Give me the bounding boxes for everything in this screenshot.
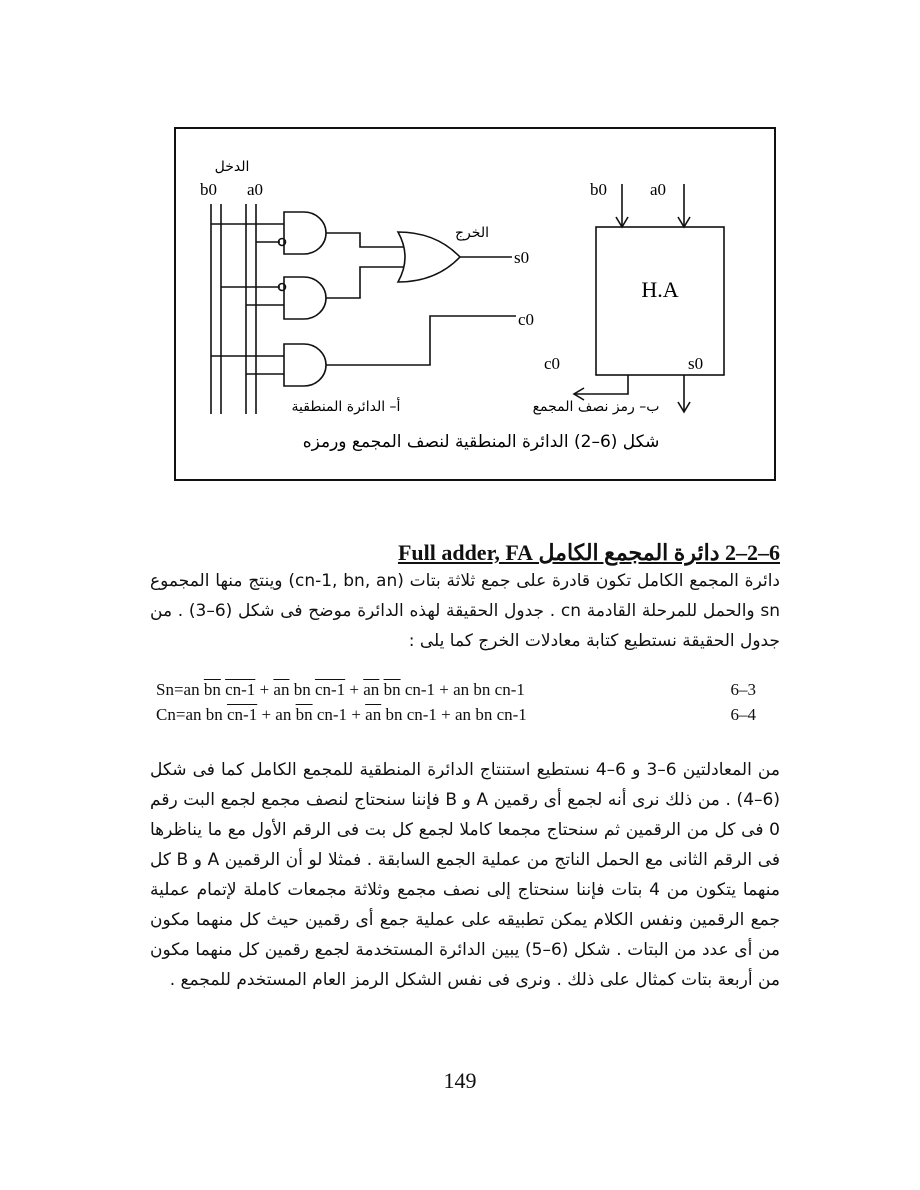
variable-bn: $\overline{bn}$	[383, 680, 401, 699]
s0-label: s0	[514, 248, 530, 267]
ha-b0-label: b0	[590, 180, 607, 199]
equation-carry	[156, 705, 756, 729]
variable-bn: $\overline{bn}$	[295, 705, 313, 724]
ha-c0-label: c0	[544, 354, 561, 373]
variable-cn: cn-1	[404, 680, 436, 699]
variable-an: $\overline{an}$	[363, 680, 380, 699]
variable-bn: bn	[205, 705, 223, 724]
variable-bn: bn	[293, 680, 311, 699]
equation-term	[275, 705, 347, 724]
section-number: 6–2–2	[725, 540, 780, 565]
input-label: الدخل	[214, 159, 250, 175]
equation-term	[455, 705, 527, 724]
ha-block-label: H.A	[641, 277, 679, 302]
equation-term	[453, 680, 525, 699]
page-number: 149	[443, 1068, 477, 1093]
a0-label: a0	[247, 180, 264, 199]
equation-term	[273, 680, 345, 699]
equation-expression: Sn=an $\overline{bn}$ $cn-1 + \overline{an}$ bn $cn-1 + \overline{an}$ $\overline{bn}$ cn-1 + an bn cn-1	[156, 680, 525, 699]
b0-label: b0	[200, 180, 217, 199]
c0-label: c0	[518, 310, 535, 329]
and-gate-2	[284, 277, 326, 319]
variable-an: an	[453, 680, 470, 699]
variable-cn: cn-1	[496, 705, 527, 724]
equation-term	[184, 680, 256, 699]
variable-an: an	[183, 680, 200, 699]
equation-sum	[156, 680, 756, 704]
equation-expression: Cn=an bn cn-1 + an $\overline{bn}$ $cn-1 + \overline{an}$ bn cn-1 + an bn cn-1	[156, 705, 527, 724]
variable-bn: bn	[473, 680, 491, 699]
variable-an: $\overline{an}$	[365, 705, 382, 724]
variable-cn: cn-1	[225, 680, 256, 699]
equation-number: 6–4	[730, 705, 756, 724]
variable-bn: bn	[385, 705, 403, 724]
equation-term	[363, 680, 435, 699]
or-gate	[398, 232, 460, 282]
equation-number: 6–3	[730, 680, 756, 699]
and-gate-1	[284, 212, 326, 254]
variable-bn: $\overline{bn}$	[203, 680, 221, 699]
section-title-ar: دائرة المجمع الكامل	[538, 540, 720, 565]
and-gate-3	[284, 344, 326, 386]
equation-term	[365, 705, 437, 724]
figure-half-adder	[174, 127, 776, 481]
paragraph-2: من المعادلتين 6–3 و 6–4 نستطيع استنتاج الدائرة المنطقية للمجمع الكامل كما فى شكل (6–4) . من ذلك نرى أنه لجمع أى رقمين A و B فإننا سنحتاج لنصف مجمع لجمع البت رقم 0 فى كل من الرقمين ثم سنحتاج مجمعا كاملا لجمع كل بت فى الرقم الأول مع ما يناظرها فى الرقم الثانى مع الحمل الناتج من عملية الجمع السابقة . فمثلا لو أن الرقمين A و B كل منهما يتكون من 4 بتات فإننا سنحتاج إلى نصف مجمع وثلاثة مجمعات كاملة لإتمام عملية جمع الرقمين ونفس الكلام يمكن تطبيقه على عملية جمع أى رقمين حيث كل منهما مكون من أى عدد من البتات . شكل (6–5) يبين الدائرة المستخدمة لجمع رقمين كل منهما مكون من أربعة بتات كمثال على ذلك . ونرى فى نفس الشكل الرمز العام المستخدم للمجمع .	[150, 760, 781, 990]
variable-an: an	[455, 705, 472, 724]
half-adder-diagram	[176, 129, 774, 479]
section-title-en: Full adder, FA	[397, 540, 534, 565]
variable-bn: bn	[475, 705, 493, 724]
figure-caption: شكل (6–2) الدائرة المنطقية لنصف المجمع ورمزه	[302, 432, 660, 452]
equation-term	[185, 705, 257, 724]
variable-an: $\overline{an}$	[273, 680, 290, 699]
ha-a0-label: a0	[650, 180, 667, 199]
variable-an: an	[275, 705, 292, 724]
caption-a: أ– الدائرة المنطقية	[291, 399, 401, 415]
variable-an: an	[185, 705, 202, 724]
paragraph-1: دائرة المجمع الكامل تكون قادرة على جمع ثلاثة بتات (cn-1, bn, an) وينتج منها المجموع sn والحمل للمرحلة القادمة cn . جدول الحقيقة لهذه الدائرة موضح فى شكل (6–3) . من جدول الحقيقة نستطيع كتابة معادلات الخرج كما يلى :	[150, 571, 780, 651]
variable-cn: cn-1	[406, 705, 437, 724]
variable-cn: cn-1	[316, 705, 348, 724]
ha-s0-label: s0	[688, 354, 704, 373]
variable-cn: cn-1	[226, 705, 258, 724]
caption-b: ب– رمز نصف المجمع	[532, 399, 660, 415]
variable-cn: cn-1	[314, 680, 346, 699]
variable-cn: cn-1	[494, 680, 525, 699]
output-label: الخرج	[455, 225, 489, 241]
